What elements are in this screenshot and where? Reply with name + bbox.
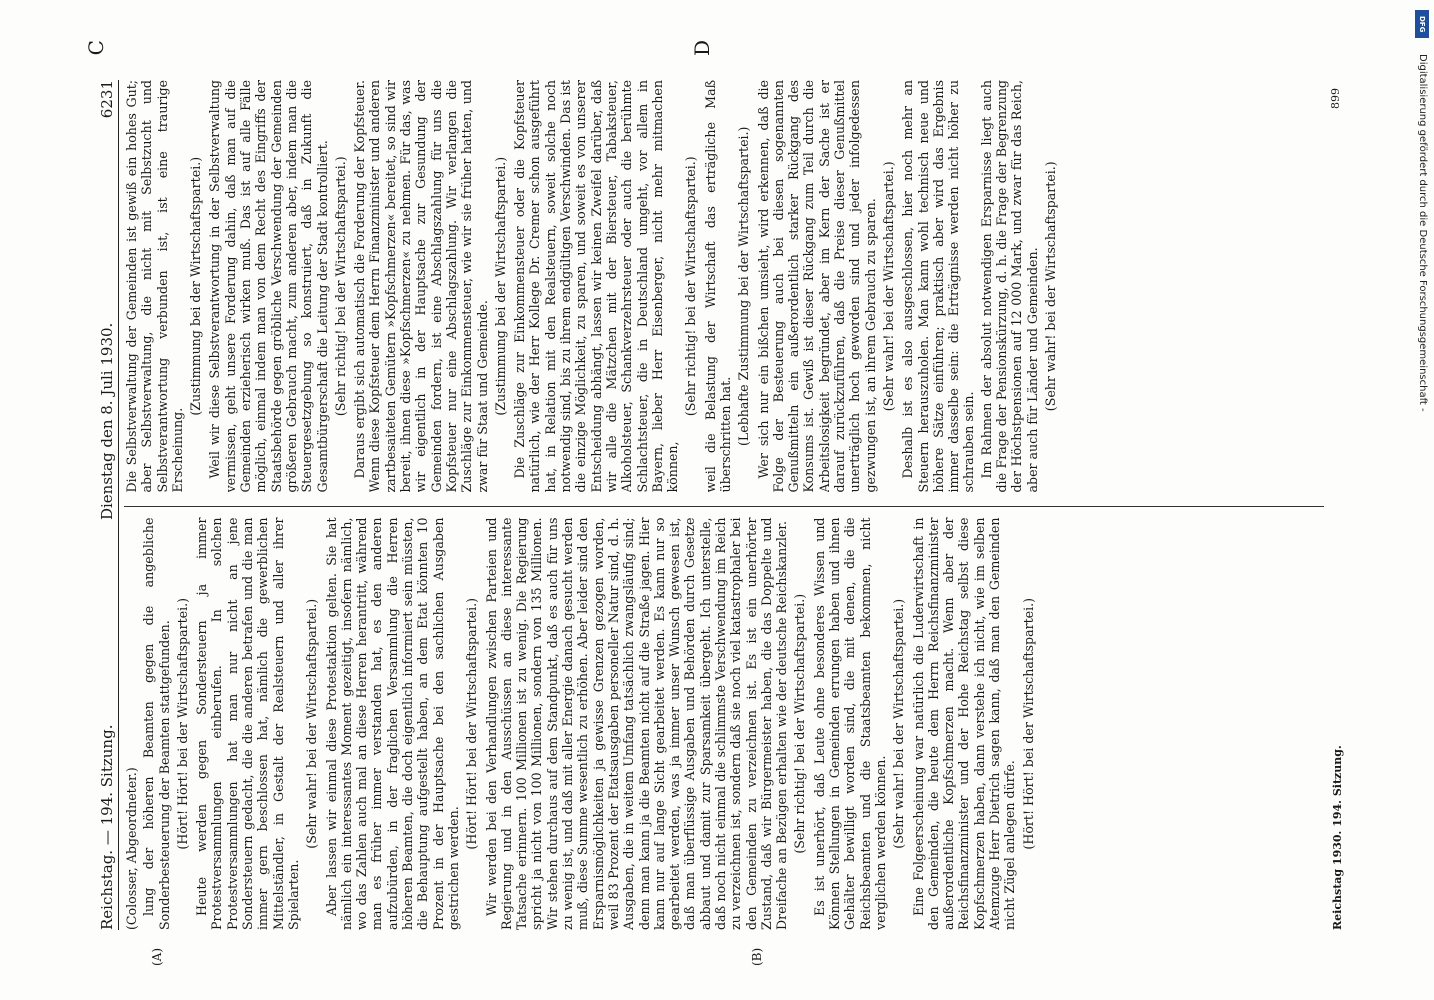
left-column-interjection: (Sehr wahr! bei der Wirtschaftspartei.) — [304, 598, 320, 849]
left-column-paragraph: (Colosser, Abgeordneter.) — [124, 767, 139, 930]
right-column-interjection: (Sehr richtig! bei der Wirtschaftspartei.) — [683, 156, 699, 417]
left-column-paragraph: Es ist unerhört, daß Leute ohne besonderes Wissen und Können Stellungen in Gemeinden errungen haben und ihnen Gehälter bewilligt worden sind, die mit denen, die die Reichsbeamten und die Staatsbeamten bekommen, nicht verglichen werden können. — [811, 517, 888, 930]
right-column-paragraph: Im Rahmen der absolut notwendigen Ersparnisse liegt auch die Frage der Pensionskürzung, d. h. die Frage der Begrenzung der Höchstpensionen auf 12 000 Mark, und zwar für das Reich, aber auch für Länder und Gemeinden. — [978, 80, 1040, 493]
header-left: Reichstag. — 194. Sitzung. — [98, 724, 116, 930]
left-column-interjection: (Sehr wahr! bei der Wirtschaftspartei.) — [891, 598, 907, 849]
left-column-interjection: (Hört! Hört! bei der Wirtschaftspartei.) — [464, 597, 480, 850]
right-column-paragraph: weil die Belastung der Wirtschaft das erträgliche Maß überschritten hat. — [702, 80, 733, 493]
right-column-paragraph: Weil wir diese Selbstverantwortung in der Selbstverwaltung vermissen, geht unsere Forderung dahin, daß man auf die Gemeinden erzieherisch wirken muß. Das ist auf alle Fälle möglich, einmal indem man von dem Recht des Eingriffs der Staatsbehörde gegen gröbliche Verschwendung der Gemeinden größeren Gebrauch macht, zum anderen aber, indem man die Steuergesetzgebung so konstruiert, daß in Zukunft die Gesamtbürgerschaft die Leitung der Stadt kontrolliert. — [207, 80, 330, 493]
right-column-paragraph: Die Selbstverwaltung der Gemeinden ist gewiß ein hohes Gut; aber Selbstverwaltung, die nicht mit Selbstzucht und Selbstverantwortung verbunden ist, ist eine traurige Erscheinung. — [124, 80, 185, 493]
left-column-interjection: (Sehr richtig! bei der Wirtschaftspartei.) — [792, 593, 808, 854]
margin-mark-b: (B) — [750, 947, 764, 966]
page — [84, 40, 1344, 966]
left-column-interjection: (Hört! Hört! bei der Wirtschaftspartei.) — [174, 597, 190, 850]
margin-mark-a: (A) — [150, 947, 164, 966]
right-column-interjection: (Sehr wahr! bei der Wirtschaftspartei.) — [1042, 161, 1058, 412]
right-column-paragraph: Die Zuschläge zur Einkommensteuer oder die Kopfsteuer natürlich, wie der Herr Kollege Dr. Cremer schon ausgeführt hat, in Relation mit den Realsteuern, soweit solche noch notwendig sind, bis zu ihrem endgültigen Verschwinden. Das ist die einzige Möglichkeit, zu sparen, und soweit es von unserer Entscheidung abhängt, lassen wir keinen Zweifel darüber, daß wir alle die Mätzchen mit der Biersteuer, Tabaksteuer, Alkoholsteuer, Schankverzehrsteuer oder auch die berühmte Schlachtsteuer, die in Deutschland umgeht, vor allem in Bayern, lieber Herr Eisenberger, nicht mehr mitmachen können, — [512, 80, 681, 493]
dfg-logo: DFG — [1415, 10, 1429, 38]
right-column-interjection: (Sehr wahr! bei der Wirtschaftspartei.) — [880, 161, 896, 412]
right-column — [124, 80, 1324, 493]
right-column-paragraph: Daraus ergibt sich automatisch die Forderung der Kopfsteuer. Wenn diese Kopfsteuer dem Herrn Finanzminister und anderen zartbesaiteten Gemütern »Kopfschmerzen« bereitet, so sind wir bereit, ihnen diese »Kopfschmerzen« zu nehmen. Für das, was wir eigentlich in der Hauptsache zur Gesundung der Gemeinden fordern, ist eine Abschlagszahlung für uns die Kopfsteuer nur eine Abschlagszahlung. Wir verlangen die Zuschläge zur Einkommensteuer, wie wir sie früher hatten, und zwar für Staat und Gemeinde. — [352, 80, 490, 493]
running-header — [90, 80, 119, 930]
left-column-paragraph: Wir werden bei den Verhandlungen zwischen Parteien und Regierung und in den Ausschüssen an diese interessante Tatsache erinnern. 100 Millionen ist zu wenig. Die Regierung spricht ja nicht von 100 Millionen, sondern von 135 Millionen. Wir stehen durchaus auf dem Standpunkt, daß es auch für uns zu wenig ist, und daß mit aller Energie danach gesucht werden muß, diese Summe wesentlich zu erhöhen. Aber leider sind den Ersparnismöglichkeiten ja gewisse Grenzen gezogen worden, weil 83 Prozent der Etatsausgaben personeller Natur sind, d. h. Ausgaben, die in weitem Umfang tatsächlich zwangsläufig sind; denn man kann ja die Beamten nicht auf die Straße jagen. Hier kann nur auf lange Sicht gearbeitet werden. Es kann nur so gearbeitet werden, was ja immer unser Wunsch gewesen ist, daß man überflüssige Ausgaben und Behörden durch Gesetze abbaut und damit zur Sparsamkeit übergeht. Ich unterstelle, daß noch nicht einmal die schlimmste Verschwendung im Reich zu verzeichnen ist, sondern daß sie noch viel katastrophaler bei den Gemeinden zu verzeichnen ist. Es ist ein unerhörter Zustand, daß wir Bürgermeister haben, die das Doppelte und Dreifache an Bezügen erhalten wie der deutsche Reichskanzler. — [483, 517, 790, 930]
right-column-paragraph: Wer sich nur ein bißchen umsieht, wird erkennen, daß die Folge der Besteuerung auch bei diesen sogenannten Genußmitteln ein außerordentlich starker Rückgang des Konsums ist. Gewiß ist dieser Rückgang zum Teil durch die Arbeitslosigkeit begründet, aber im Kern der Sache ist er darauf zurückzuführen, daß die Preise dieser Genußmittel unerträglich hoch geworden sind und jeder infolgedessen gezwungen ist, an ihrem Gebrauch zu sparen. — [755, 80, 878, 493]
left-column-paragraph: Aber lassen wir einmal diese Protestaktion gelten. Sie hat nämlich ein interessantes Moment gezeitigt, insofern nämlich, wo das Zahlen auch mal an diese Herren herantritt, während man es früher immer verstanden hat, es den anderen aufzubürden, in der fraglichen Versammlung die Herren höheren Beamten, die doch eigentlich informiert sein müssten, die Behauptung aufgestellt haben, an dem Etat könnten 10 Prozent in der Hauptsache bei den sachlichen Ausgaben gestrichen werden. — [323, 517, 461, 930]
dfg-notice — [1414, 10, 1430, 870]
dfg-notice-text: Digitalisierung gefördert durch die Deutsche Forschungsgemeinschaft - — [1417, 54, 1428, 412]
right-column-interjection: (Sehr richtig! bei der Wirtschaftspartei.) — [332, 156, 348, 417]
rotated-page-content — [84, 40, 1344, 966]
margin-mark-c: C — [84, 40, 108, 56]
footer-page-number: 899 — [1329, 88, 1342, 109]
header-center: Dienstag den 8. Juli 1930. — [98, 322, 116, 521]
text-columns — [124, 80, 1324, 930]
right-column-interjection: (Lebhafte Zustimmung bei der Wirtschaftspartei.) — [736, 126, 752, 446]
margin-mark-d: D — [690, 40, 714, 57]
header-page-number: 6231 — [98, 80, 116, 119]
left-column-paragraph: Heute werden gegen Sondersteuern ja immer Protestversammlungen einberufen. In solchen Protestversammlungen hat man nur nicht an jene Sondersteuern gedacht, die die anderen betrafen und die man immer gern beschlossen hat, nämlich die gewerblichen Mittelständler, in Gestalt der Realsteuern und aller ihrer Spielarten. — [194, 517, 301, 930]
right-column-interjection: (Zustimmung bei der Wirtschaftspartei.) — [188, 156, 204, 416]
footer-left: Reichstag 1930. 194. Sitzung. — [1331, 745, 1344, 930]
left-column — [124, 507, 1324, 931]
left-column-paragraph: Eine Folgeerscheinung war natürlich die Luderwirtschaft in den Gemeinden, die heute dem Herrn Reichsfinanzminister außerordentliche Kopfschmerzen macht. Wenn aber der Reichsfinanzminister und der Hohe Reichstag selbst diese Kopfschmerzen haben, dann verstehe ich nicht, wie im selben Atemzuge Herr Dietrich sagen kann, daß man den Gemeinden nicht Zügel anlegen dürfe. — [910, 517, 1018, 930]
right-column-paragraph: Deshalb ist es also ausgeschlossen, hier noch mehr an Steuern herauszuholen. Man kann wohl technisch neue und höhere Sätze einführen; praktisch aber wird das Ergebnis immer dasselbe sein: die Erträgnisse werden nicht höher zu schrauben sein. — [900, 80, 977, 493]
left-column-interjection: (Hört! Hört! bei der Wirtschaftspartei.) — [1020, 597, 1036, 850]
right-column-interjection: (Zustimmung bei der Wirtschaftspartei.) — [492, 156, 508, 416]
left-column-paragraph: lung der höheren Beamten gegen die angebliche Sonderbesteuerung der Beamten stattgefunden. — [141, 517, 172, 930]
